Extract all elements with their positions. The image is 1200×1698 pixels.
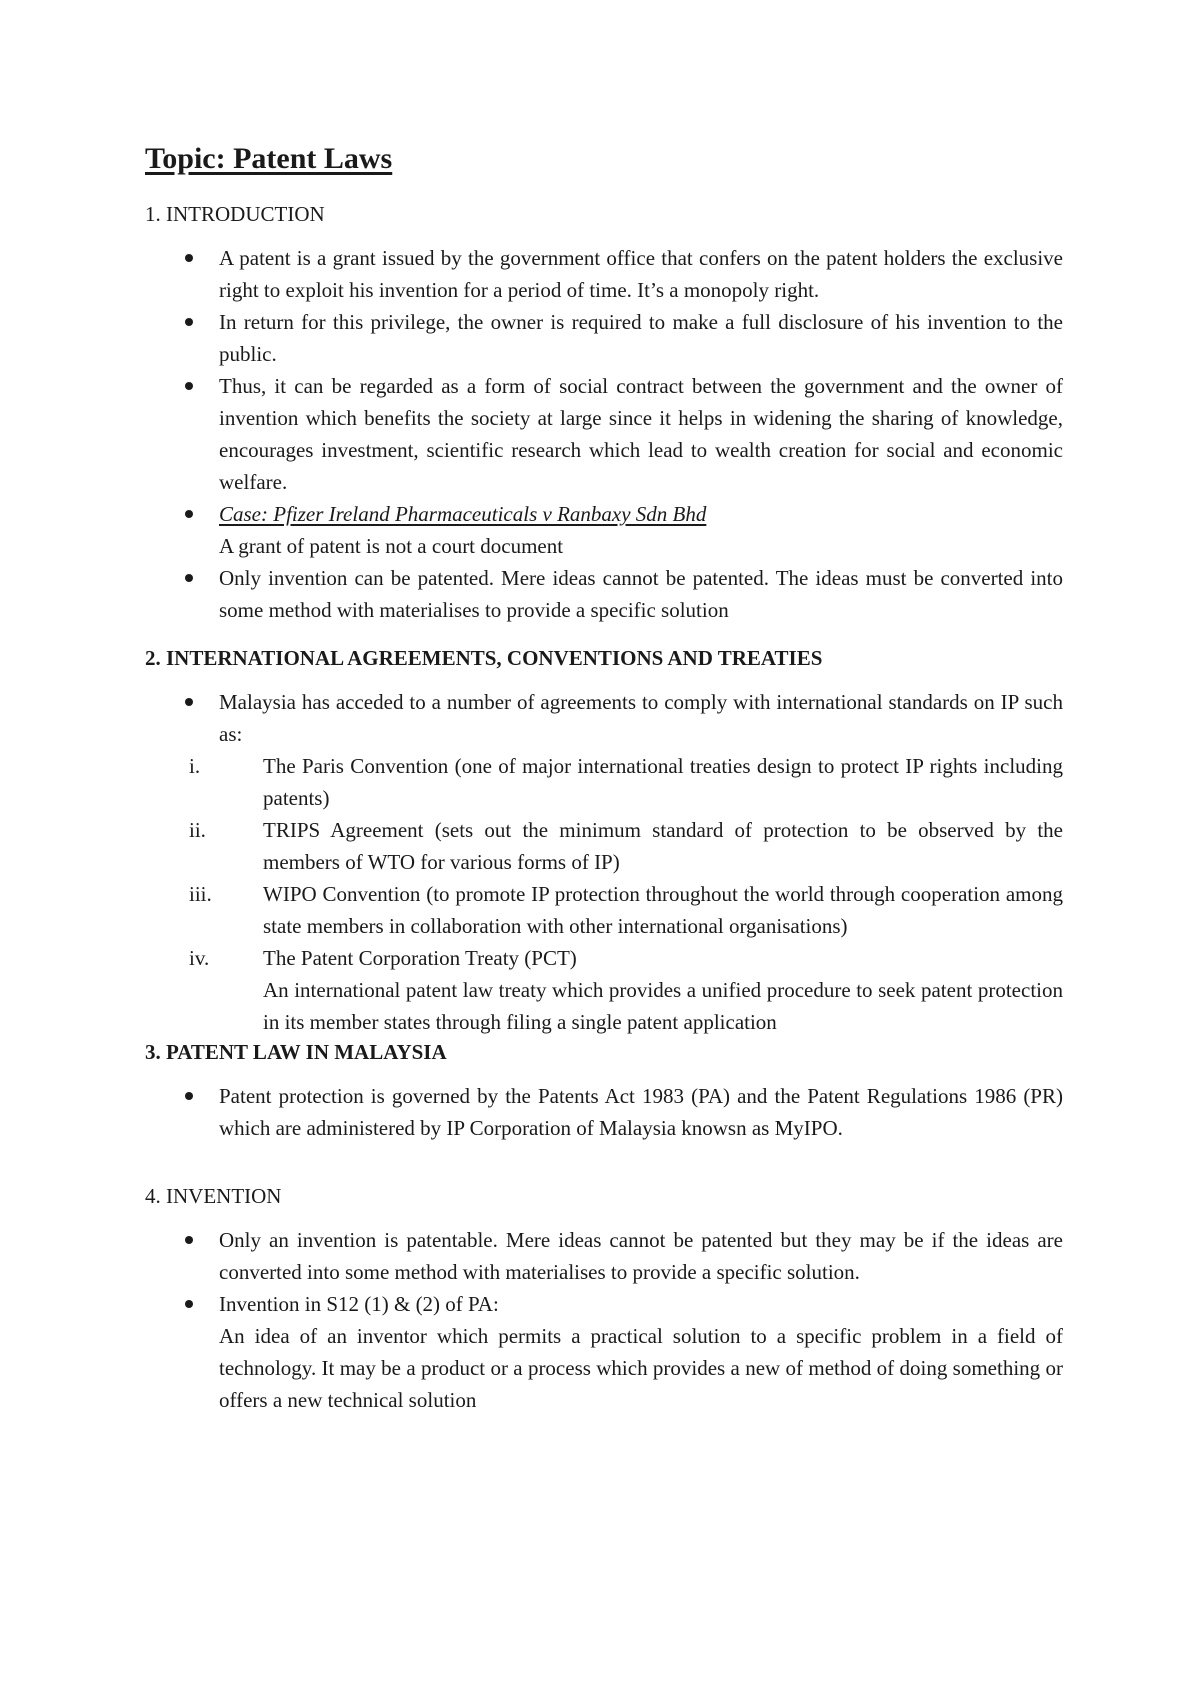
treaty-list xyxy=(145,750,1063,1038)
bullet-icon xyxy=(185,382,193,390)
treaty-item: iii. WIPO Convention (to promote IP protection throughout the world through cooperation among state members in collaboration with other international organisations) xyxy=(189,882,1063,938)
document-title: Topic: Patent Laws xyxy=(145,142,393,175)
list-item: Malaysia has acceded to a number of agreements to comply with international standards on IP such as: xyxy=(145,686,1063,750)
document-page xyxy=(145,140,1063,1416)
bullet-icon xyxy=(185,698,193,706)
agreements-list xyxy=(145,686,1063,750)
bullet-icon xyxy=(185,510,193,518)
bullet-icon xyxy=(185,574,193,582)
list-item: A patent is a grant issued by the government office that confers on the patent holders the exclusive right to exploit his invention for a period of time. It’s a monopoly right. xyxy=(145,242,1063,306)
definition-title: Invention in S12 (1) & (2) of PA: xyxy=(219,1292,499,1316)
section-heading-invention: 4. INVENTION xyxy=(145,1184,282,1208)
treaty-description: An international patent law treaty which provides a unified procedure to seek patent protection in its member states through filing a single patent application xyxy=(263,978,1063,1034)
bullet-icon xyxy=(185,318,193,326)
introduction-list xyxy=(145,242,1063,626)
case-citation: Case: Pfizer Ireland Pharmaceuticals v Ranbaxy Sdn Bhd xyxy=(219,502,707,526)
case-note: A grant of patent is not a court document xyxy=(219,534,564,558)
list-item: Thus, it can be regarded as a form of social contract between the government and the owner of invention which benefits the society at large since it helps in widening the sharing of knowledge, encourages investment, scientific research which lead to wealth creation for social and economic welfare. xyxy=(145,370,1063,498)
bullet-icon xyxy=(185,254,193,262)
list-item xyxy=(145,498,1063,562)
section-heading-introduction: 1. INTRODUCTION xyxy=(145,202,325,226)
treaty-item: ii. TRIPS Agreement (sets out the minimum standard of protection to be observed by the members of WTO for various forms of IP) xyxy=(189,818,1063,874)
list-item: In return for this privilege, the owner is required to make a full disclosure of his invention to the public. xyxy=(145,306,1063,370)
bullet-icon xyxy=(185,1092,193,1100)
list-item xyxy=(145,1288,1063,1416)
treaty-item: iv. The Patent Corporation Treaty (PCT) An international patent law treaty which provides a unified procedure to seek patent protection in its member states through filing a single patent application xyxy=(145,942,1063,1038)
treaty-item: i. The Paris Convention (one of major international treaties design to protect IP rights including patents) xyxy=(189,754,1063,810)
list-item: Only an invention is patentable. Mere ideas cannot be patented but they may be if the ideas are converted into some method with materialises to provide a specific solution. xyxy=(145,1224,1063,1288)
list-item: Patent protection is governed by the Patents Act 1983 (PA) and the Patent Regulations 1986 (PR) which are administered by IP Corporation of Malaysia knowsn as MyIPO. xyxy=(145,1080,1063,1144)
section-heading-international-agreements: 2. INTERNATIONAL AGREEMENTS, CONVENTIONS AND TREATIES xyxy=(145,646,823,670)
invention-list xyxy=(145,1224,1063,1416)
section-heading-patent-law-malaysia: 3. PATENT LAW IN MALAYSIA xyxy=(145,1040,447,1064)
bullet-icon xyxy=(185,1300,193,1308)
patent-law-list xyxy=(145,1080,1063,1144)
bullet-icon xyxy=(185,1236,193,1244)
definition-text: An idea of an inventor which permits a practical solution to a specific problem in a field of technology. It may be a product or a process which provides a new of method of doing something or offers a new technical solution xyxy=(219,1324,1063,1412)
list-item: Only invention can be patented. Mere ideas cannot be patented. The ideas must be converted into some method with materialises to provide a specific solution xyxy=(145,562,1063,626)
